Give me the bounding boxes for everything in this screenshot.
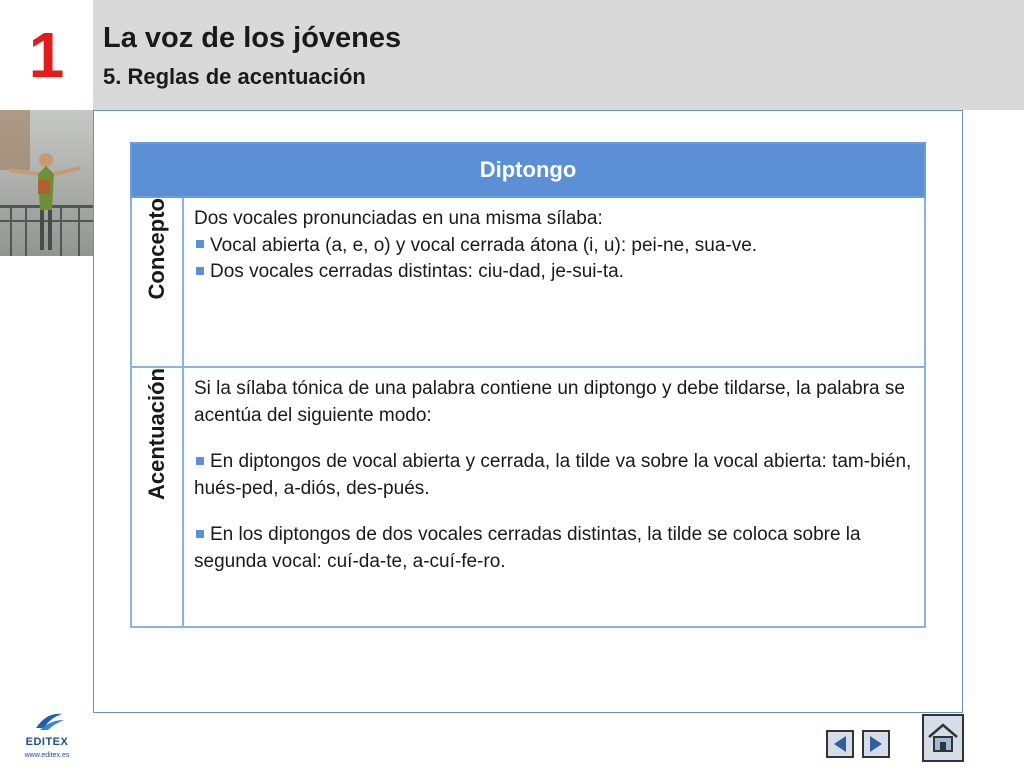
acentuacion-bullet-1 xyxy=(194,449,914,502)
acentuacion-bullet-2-text: En los diptongos de dos vocales cerradas distintas, la tilde se coloca sobre la segunda vocal: cuí-da-te, a-cuí-fe-ro. xyxy=(194,524,861,572)
table-row-concepto xyxy=(131,197,925,367)
table-heading: Diptongo xyxy=(131,143,925,197)
bullet-square-icon xyxy=(196,267,204,275)
bullet-square-icon xyxy=(196,240,204,248)
house-icon xyxy=(927,723,959,753)
chapter-number: 1 xyxy=(28,19,65,91)
row-content-acentuacion xyxy=(183,367,925,627)
home-button[interactable] xyxy=(922,714,964,762)
concepto-intro: Dos vocales pronunciadas en una misma sílaba: xyxy=(194,208,603,229)
row-label-acentuacion: Acentuación xyxy=(143,368,169,501)
previous-button[interactable] xyxy=(826,730,854,758)
concepto-bullet-1 xyxy=(194,233,914,260)
header-bar xyxy=(93,0,1024,110)
triangle-right-icon xyxy=(866,734,886,754)
concepto-bullet-2-text: Dos vocales cerradas distintas: ciu-dad, je-sui-ta. xyxy=(210,261,624,283)
logo-url: www.editex.es xyxy=(24,752,70,759)
bullet-square-icon xyxy=(196,530,204,538)
acentuacion-bullet-2 xyxy=(194,522,914,575)
concepto-bullet-1-text: Vocal abierta (a, e, o) y vocal cerrada átona (i, u): pei-ne, sua-ve. xyxy=(210,234,758,256)
row-label-cell xyxy=(131,197,183,367)
page-subtitle: 5. Reglas de acentuación xyxy=(103,64,366,89)
acentuacion-intro: Si la sílaba tónica de una palabra contiene un diptongo y debe tildarse, la palabra se acentúa del siguiente modo: xyxy=(194,378,905,426)
diptongo-table xyxy=(130,142,926,628)
acentuacion-bullet-1-text: En diptongos de vocal abierta y cerrada, la tilde va sobre la vocal abierta: tam-bién, hués-ped, a-diós, des-pués. xyxy=(194,451,912,499)
triangle-left-icon xyxy=(830,734,850,754)
logo-text: EDITEX xyxy=(25,736,69,748)
row-label-concepto: Concepto xyxy=(143,198,169,300)
bullet-square-icon xyxy=(196,457,204,465)
row-content-concepto xyxy=(183,197,925,367)
concepto-bullet-2 xyxy=(194,259,914,286)
header-photo xyxy=(0,110,93,256)
row-label-cell xyxy=(131,367,183,627)
page-title: La voz de los jóvenes xyxy=(103,22,402,54)
table-row-acentuacion xyxy=(131,367,925,627)
next-button[interactable] xyxy=(862,730,890,758)
